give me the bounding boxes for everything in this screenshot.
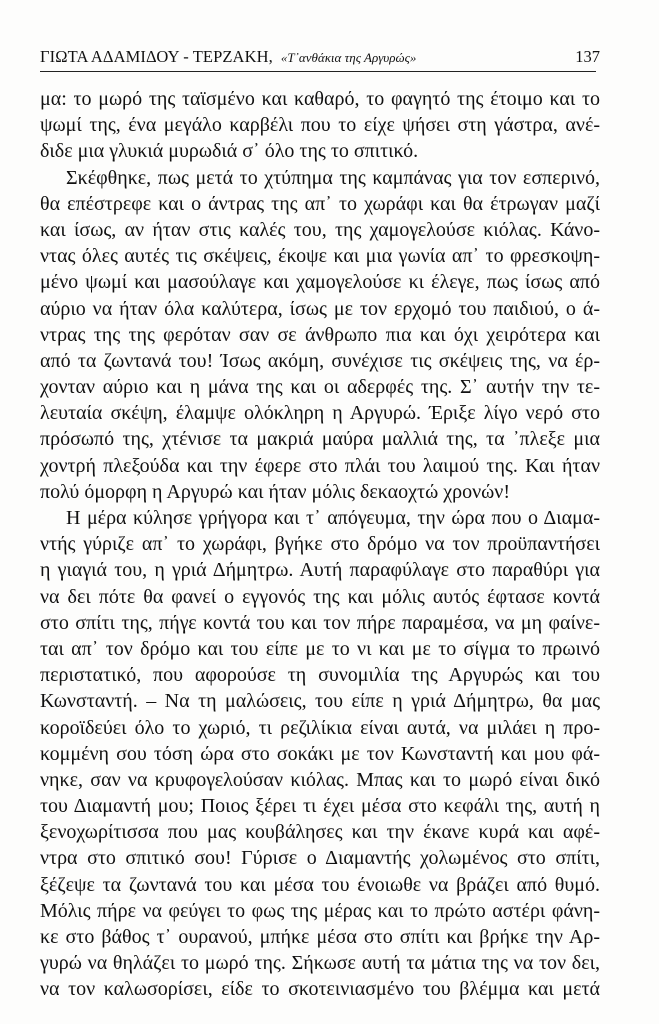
- text-line: πρόσωπό της, χτένισε τα μακριά μαύρα μαλλιά της, τα ᾽πλεξε μια: [40, 428, 600, 451]
- text-line: Η μέρα κύλησε γρήγορα και τ᾽ απόγευμα, την ώρα που ο Διαμα-: [66, 507, 600, 529]
- text-line: κοροϊδεύει όλο το χωριό, τι ρεζιλίκια είναι αυτά, να μιλάει η προ-: [40, 716, 600, 739]
- text-line: ψωμί της, ένα μεγάλο καρβέλι που το είχε ψήσει στη γάστρα, ανέ-: [40, 114, 600, 137]
- body-text: [40, 86, 600, 1003]
- text-line: από τα ζωντανά του! Ίσως ακόμη, συνέχισε τις σκέψεις της, να έρ-: [40, 349, 600, 372]
- text-line: η γιαγιά του, η γριά Δήμητρω. Αυτή παραφύλαγε στο παραθύρι για: [40, 559, 600, 582]
- text-line: Κωνσταντή. – Να τη μαλώσεις, του είπε η γριά Δήμητρω, θα μας: [40, 690, 600, 713]
- text-line: μένο ψωμί και μασούλαγε και χαμογελούσε κι έλεγε, πως ίσως από: [40, 271, 600, 294]
- text-line: να δει πότε θα φανεί ο εγγονός της και μόλις αυτός έφτασε κοντά: [40, 585, 600, 608]
- text-line: νηκε, σαν να κρυφογελούσαν κιόλας. Μπας και το μωρό είναι δικό: [40, 768, 600, 791]
- text-line: διδε μια γλυκιά μυρωδιά σ᾽ όλο της το σπιτικό.: [40, 140, 419, 163]
- text-line: Σκέφθηκε, πως μετά το χτύπημα της καμπάνας για τον εσπερινό,: [66, 166, 600, 189]
- running-header: [40, 46, 600, 68]
- text-line: του Διαμαντή μου; Ποιος ξέρει τι έχει μέσα στο κεφάλι της, αυτή η: [40, 795, 600, 818]
- text-line: χονταν αύριο και η μάνα της και οι αδερφές της. Σ᾽ αυτήν την τε-: [40, 376, 600, 399]
- text-line: κε στο βάθος τ᾽ ουρανού, μπήκε μέσα στο σπίτι και βρήκε την Αρ-: [40, 926, 600, 948]
- text-line: ντρα στο σπιτικό σου! Γύρισε ο Διαμαντής χολωμένος στο σπίτι,: [40, 847, 600, 870]
- text-line: χοντρή πλεξούδα και την έφερε στο πλάι του λαιμού της. Και ήταν: [40, 454, 600, 477]
- text-line: Μόλις πήρε να φεύγει το φως της μέρας και το πρώτο αστέρι φάνη-: [40, 899, 600, 922]
- page-number: 137: [575, 47, 600, 66]
- text-line: και ίσως, αν ήταν στις καλές του, της χαμογελούσε κιόλας. Κάνο-: [40, 218, 600, 241]
- text-line: μα: το μωρό της ταϊσμένο και καθαρό, το φαγητό της έτοιμο και το: [40, 88, 600, 110]
- header-book-title: «Τ᾽ανθάκια της Αργυρώς»: [280, 50, 417, 65]
- text-line: αύριο να ήταν όλα καλύτερα, ίσως με τον ερχομό του παιδιού, ο ά-: [40, 297, 600, 320]
- text-line: ντής γύριζε απ᾽ το χωράφι, βγήκε στο δρόμο να τον προϋπαντήσει: [40, 533, 600, 556]
- text-line: περιστατικό, που αφορούσε τη συνομιλία της Αργυρώς και του: [40, 664, 600, 687]
- text-line: να τον καλωσορίσει, είδε το σκοτεινιασμένο του βλέμμα και μετά: [40, 978, 600, 1001]
- text-line: θα επέστρεφε και ο άντρας της απ᾽ το χωράφι και θα έτρωγαν μαζί: [40, 192, 600, 215]
- text-line: ξέζεψε τα ζωντανά του και μέσα του ένοιωθε να βράζει από θυμό.: [40, 873, 600, 896]
- text-line: ντρας της της φερόταν σαν σε άνθρωπο πια και όχι χειρότερα και: [40, 323, 600, 346]
- text-line: ξενοχωρίτισσα που μας κουβάλησες και την έκανε κυρά και αφέ-: [40, 821, 600, 844]
- text-line: πολύ όμορφη η Αργυρώ και ήταν μόλις δεκαοχτώ χρονών!: [40, 480, 511, 503]
- header-author: ΓΙΩΤΑ ΑΔΑΜΙΔΟΥ - ΤΕΡΖΑΚΗ,: [40, 47, 273, 66]
- text-line: στο σπίτι της, πήγε κοντά του και τον πήρε παραμέσα, να μη φαίνε-: [40, 611, 600, 634]
- text-line: κομμένη σου τόση ώρα στο σοκάκι με τον Κωνσταντή και μου φά-: [40, 742, 600, 765]
- text-line: ντας όλες αυτές τις σκέψεις, έκοψε και μια γωνία απ᾽ το φρεσκοψη-: [40, 245, 600, 268]
- text-line: γυρώ να θηλάζει το μωρό της. Σήκωσε αυτή τα μάτια της να τον δει,: [40, 952, 600, 975]
- header-rule: [40, 71, 596, 72]
- text-line: λευταία σκέψη, έλαμψε ολόκληρη η Αργυρώ. Έριξε λίγο νερό στο: [40, 402, 600, 425]
- text-line: ται απ᾽ τον δρόμο και του είπε με το νι και με το σίγμα το πρωινό: [40, 637, 600, 660]
